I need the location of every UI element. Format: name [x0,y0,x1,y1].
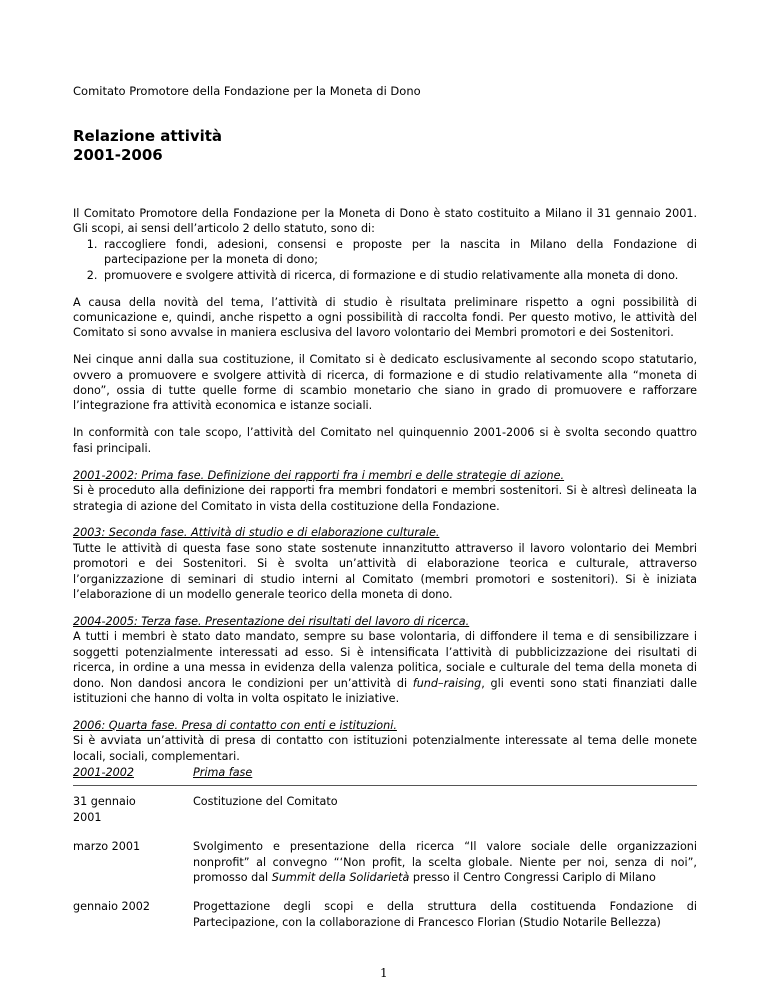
table-row [73,786,697,831]
phase-section-1 [73,468,697,514]
timeline-header-label: Prima fase [193,765,697,786]
table-row [73,831,697,891]
phase-section-4 [73,718,697,764]
phase-text-1: Si è proceduto alla definizione dei rapporti fra membri fondatori e membri sostenitori. Si è altresì delineata la strategia di azione del Comitato in vista della costituzione della Fondazione. [73,484,697,513]
timeline-text-emphasis: Summit della Solidarietà [271,871,410,885]
timeline-header-date: 2001-2002 [73,765,193,786]
timeline-table [73,765,697,936]
timeline-text: Progettazione degli scopi e della struttura della costituenda Fondazione di Partecipazione, con la collaborazione di Francesco Florian (Studio Notarile Bellezza) [193,900,697,929]
page-number: 1 [380,966,388,980]
phase-section-2 [73,525,697,602]
timeline-date: marzo 2001 [73,840,141,854]
phase-text-3-part-a: A tutti i membri è stato dato mandato, sempre su base volontaria, di diffondere il tema e di sensibilizzare i soggetti potenzialmente interessati ad esso. Si è intensificata l’attività di pubblicizzazione dei risultati di ricerca, in ordine a una messa in evidenza della valenza politica, sociale e culturale del tema della moneta di dono. Non dandosi ancora le condizioni per un’attività di [73,630,697,690]
intro-paragraph-2: A causa della novità del tema, l’attività di studio è risultata preliminare rispetto a ogni possibilità di comunicazione e, quindi, anche rispetto a ogni possibilità di raccolta fondi. Per questo motivo, le attività del Comitato si sono avvalse in maniera esclusiva del lavoro volontario dei Membri promotori e dei Sostenitori. [73,295,697,340]
purpose-item-2: 2. promuovere e svolgere attività di ricerca, di formazione e di studio relativamente alla moneta di dono. [101,268,697,283]
purpose-list [73,237,697,283]
timeline-text-part-b: presso il Centro Congressi Cariplo di Milano [409,871,656,885]
timeline-date: 31 gennaio 2001 [73,795,136,824]
timeline-text-part-a: Svolgimento e presentazione della ricerca “Il valore sociale delle organizzazioni nonprofit” al convegno “‘Non profit, la scelta globale. Niente per noi, senza di noi”, promosso dal [193,840,697,885]
phase-heading-3: 2004-2005: Terza fase. Presentazione dei risultati del lavoro di ricerca. [73,614,470,628]
phase-text-3-emphasis: fund–raising [412,676,482,690]
phase-text-4: Si è avviata un’attività di presa di contatto con istituzioni potenzialmente interessate al tema delle monete locali, sociali, complementari. [73,734,697,763]
document-title [73,127,222,165]
purpose-item-1: 1. raccogliere fondi, adesioni, consensi e proposte per la nascita in Milano della Fondazione di partecipazione per la moneta di dono; [101,237,697,268]
phase-text-3 [73,630,697,705]
intro-paragraph-1: Il Comitato Promotore della Fondazione per la Moneta di Dono è stato costituito a Milano il 31 gennaio 2001. Gli scopi, ai sensi dell’articolo 2 dello statuto, sono di: [73,207,697,236]
phase-text-2: Tutte le attività di questa fase sono state sostenute innanzitutto attraverso il lavoro volontario dei Membri promotori e dei Sostenitori. Si è svolta un’attività di elaborazione teorica e culturale, attraverso l’organizzazione di seminari di studio interni al Comitato (membri promotori e sostenitori). Si è iniziata l’elaborazione di un modello generale teorico della moneta di dono. [73,541,697,602]
phase-heading-4: 2006: Quarta fase. Presa di contatto con enti e istituzioni. [73,718,397,732]
document-body [73,206,697,776]
title-line-1: Relazione attività [73,127,223,145]
table-row [73,891,697,936]
phase-heading-2: 2003: Seconda fase. Attività di studio e di elaborazione culturale. [73,526,440,540]
title-line-2: 2001-2006 [73,146,163,164]
timeline-text [193,831,697,891]
timeline-header-row [73,765,697,786]
phase-text-3-part-b: , gli eventi sono stati finanziati dalle istituzioni che hanno di volta in volta ospitato le iniziative. [73,676,697,705]
intro-paragraph-4: In conformità con tale scopo, l’attività del Comitato nel quinquennio 2001-2006 si è svolta secondo quattro fasi principali. [73,426,697,455]
intro-paragraph-3: Nei cinque anni dalla sua costituzione, il Comitato si è dedicato esclusivamente al secondo scopo statutario, ovvero a promuovere e svolgere attività di ricerca, di formazione e di studio relativamente alla “moneta di dono”, ossia di tutte quelle forme di scambio monetario che siano in grado di promuovere e rafforzare l’integrazione fra attività economica e istanze sociali. [73,353,697,413]
phase-section-3 [73,614,697,706]
timeline-text: Costituzione del Comitato [193,795,338,809]
timeline-date: gennaio 2002 [73,900,151,914]
organization-header: Comitato Promotore della Fondazione per la Moneta di Dono [73,84,421,98]
phase-heading-1: 2001-2002: Prima fase. Definizione dei rapporti fra i membri e delle strategie di azione. [73,468,565,482]
